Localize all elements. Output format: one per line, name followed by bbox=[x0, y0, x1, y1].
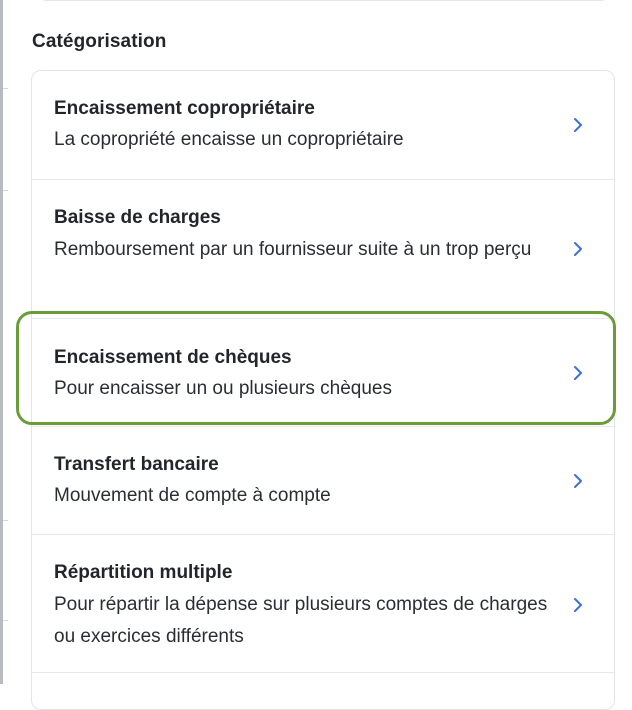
left-panel-divider bbox=[3, 620, 8, 621]
category-item-description: La copropriété encaisse un copropriétaire bbox=[54, 129, 404, 150]
category-item-next[interactable] bbox=[32, 672, 614, 709]
chevron-right-icon bbox=[571, 473, 585, 489]
category-list bbox=[31, 70, 615, 710]
chevron-right-icon bbox=[571, 597, 585, 613]
left-panel-edge bbox=[0, 0, 3, 684]
category-item-repartition-multiple[interactable] bbox=[32, 534, 614, 672]
chevron-right-icon bbox=[571, 365, 585, 381]
chevron-right-icon bbox=[571, 241, 585, 257]
previous-card-edge bbox=[37, 0, 611, 1]
left-panel-divider bbox=[3, 190, 8, 191]
category-item-title: Répartition multiple bbox=[54, 562, 233, 583]
section-title: Catégorisation bbox=[32, 31, 167, 52]
category-item-description: Pour répartir la dépense sur plusieurs comptes de charges ou exercices différents bbox=[54, 594, 548, 647]
category-item-encaissement-coproprietaire[interactable] bbox=[32, 71, 614, 179]
category-item-title: Encaissement copropriétaire bbox=[54, 98, 315, 119]
category-item-baisse-de-charges[interactable] bbox=[32, 179, 614, 318]
left-panel-divider bbox=[3, 520, 8, 521]
category-item-transfert-bancaire[interactable] bbox=[32, 426, 614, 534]
chevron-right-icon bbox=[571, 117, 585, 133]
left-panel-divider bbox=[3, 88, 8, 89]
category-item-description: Pour encaisser un ou plusieurs chèques bbox=[54, 378, 392, 399]
category-item-description: Remboursement par un fournisseur suite à un trop perçu bbox=[54, 239, 532, 260]
category-item-encaissement-de-cheques[interactable] bbox=[32, 318, 614, 426]
category-item-title: Transfert bancaire bbox=[54, 454, 219, 475]
category-item-description: Mouvement de compte à compte bbox=[54, 485, 331, 506]
category-item-title: Baisse de charges bbox=[54, 207, 221, 228]
category-item-title: Encaissement de chèques bbox=[54, 347, 292, 368]
